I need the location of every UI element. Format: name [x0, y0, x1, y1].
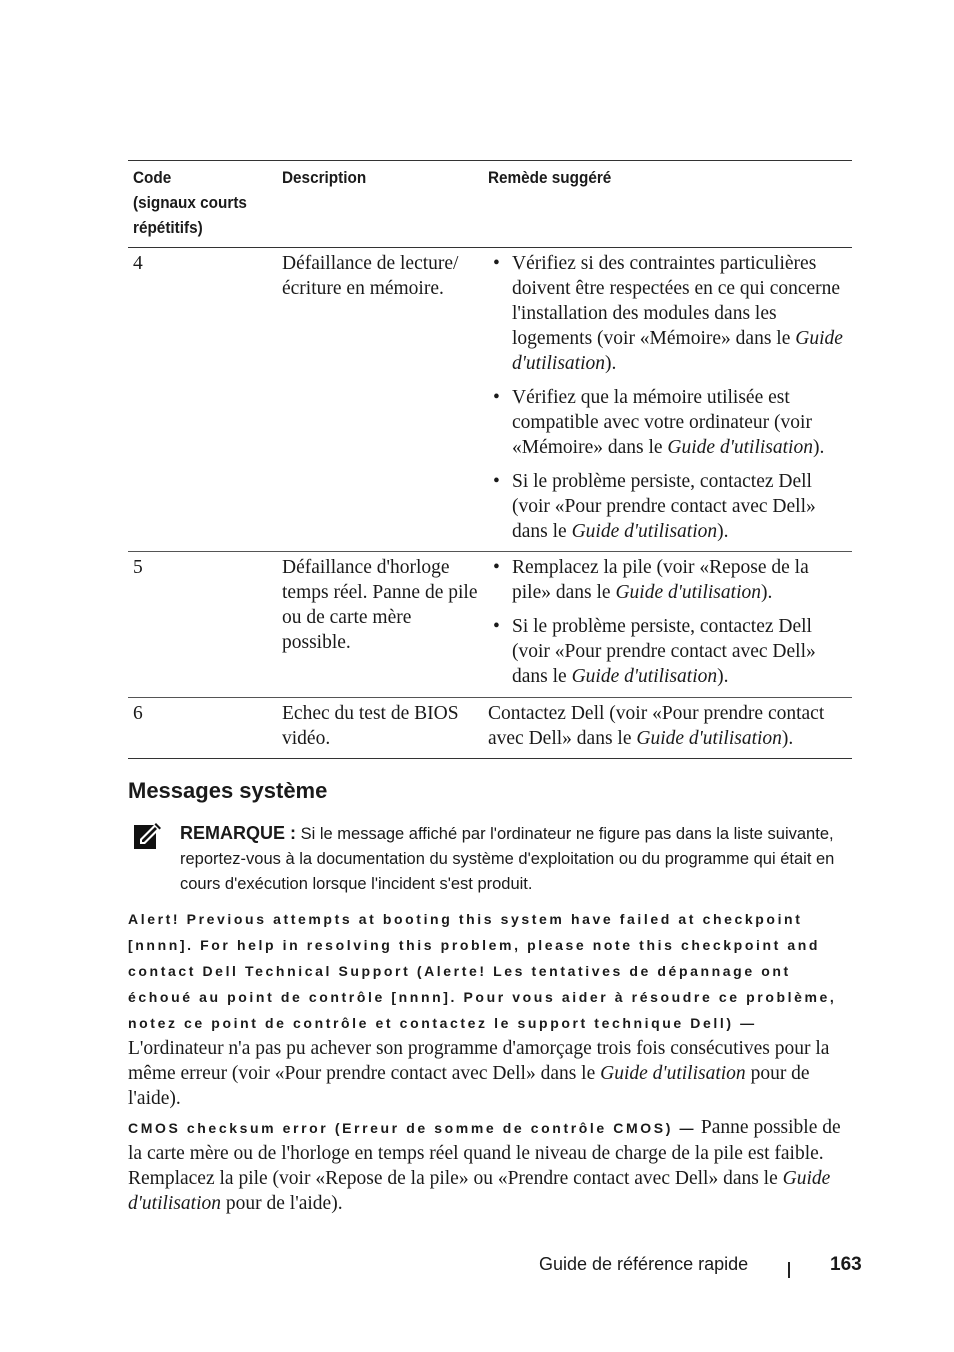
pencil-note-icon — [131, 820, 163, 852]
remedy-item: • Remplacez la pile (voir «Repose de la pile» dans le Guide d'utilisation). — [488, 555, 852, 605]
row-remedy: Contactez Dell (voir «Pour prendre contact avec Dell» dans le Guide d'utilisation). — [488, 703, 825, 749]
page-number: 163 — [830, 1254, 862, 1275]
message-alert — [128, 906, 854, 1111]
table-header — [128, 160, 852, 248]
section-title: Messages système — [128, 778, 328, 803]
remedy-list — [488, 251, 852, 553]
note-text — [180, 821, 870, 897]
table-row — [128, 248, 852, 552]
row-code: 4 — [133, 253, 143, 274]
remedy-item: • Vérifiez si des contraintes particulières doivent être respectées en ce qui concerne l'installation des modules dans les logements (voir «Mémoire» dans le Guide d'utilisation). — [488, 251, 852, 376]
remedy-item: • Si le problème persiste, contactez Dell (voir «Pour prendre contact avec Dell» dans le Guide d'utilisation). — [488, 614, 852, 689]
header-remedy: Remède suggéré — [488, 168, 612, 187]
row-description: Défaillance de lecture/écriture en mémoire. — [282, 253, 459, 299]
error-code-table — [128, 160, 852, 759]
note-body: Si le message affiché par l'ordinateur ne figure pas dans la liste suivante, reportez-vous à la documentation du système d'exploitation ou du programme qui était en cours d'exécution lorsque l'incident s'est produit. — [180, 825, 835, 893]
row-code: 5 — [133, 557, 143, 578]
table-row — [128, 698, 852, 759]
remedy-item: • Si le problème persiste, contactez Dell (voir «Pour prendre contact avec Dell» dans le Guide d'utilisation). — [488, 469, 852, 544]
footer-title: Guide de référence rapide — [539, 1254, 749, 1274]
header-code: Code (signaux courts répétitifs) — [133, 168, 247, 237]
header-description: Description — [282, 168, 367, 187]
table-row — [128, 552, 852, 698]
row-code: 6 — [133, 703, 143, 724]
row-description: Echec du test de BIOS vidéo. — [282, 703, 459, 749]
note-label: REMARQUE : — [180, 823, 296, 843]
footer-separator — [788, 1262, 790, 1278]
message-body: Panne possible de la carte mère ou de l'horloge en temps réel quand le niveau de charge de la pile est faible. Remplacez la pile (voir «Repose de la pile» ou «Prendre contact avec Dell» dans le Guide d'utilisation pour de l'aide). — [128, 1117, 841, 1214]
message-body: L'ordinateur n'a pas pu achever son programme d'amorçage trois fois consécutives pour la même erreur (voir «Pour prendre contact avec Dell» dans le Guide d'utilisation pour de l'aide). — [128, 1038, 830, 1109]
remedy-list — [488, 555, 852, 698]
remedy-item: • Vérifiez que la mémoire utilisée est compatible avec votre ordinateur (voir «Mémoire» dans le Guide d'utilisation). — [488, 385, 852, 460]
message-title: Alert! Previous attempts at booting this system have failed at checkpoint [nnnn]. For help in resolving this problem, please note this checkpoint and contact Dell Technical Support (Alerte! Les tentatives de dépannage ont échoué au point de contrôle [nnnn]. Pour vous aider à résoudre ce problème, notez ce point de contrôle et contactez le support technique Dell) — — [128, 911, 837, 1031]
row-description: Défaillance d'horloge temps réel. Panne de pile ou de carte mère possible. — [282, 557, 478, 653]
message-cmos — [128, 1115, 854, 1216]
message-title: CMOS checksum error (Erreur de somme de contrôle CMOS) — — [128, 1120, 697, 1136]
